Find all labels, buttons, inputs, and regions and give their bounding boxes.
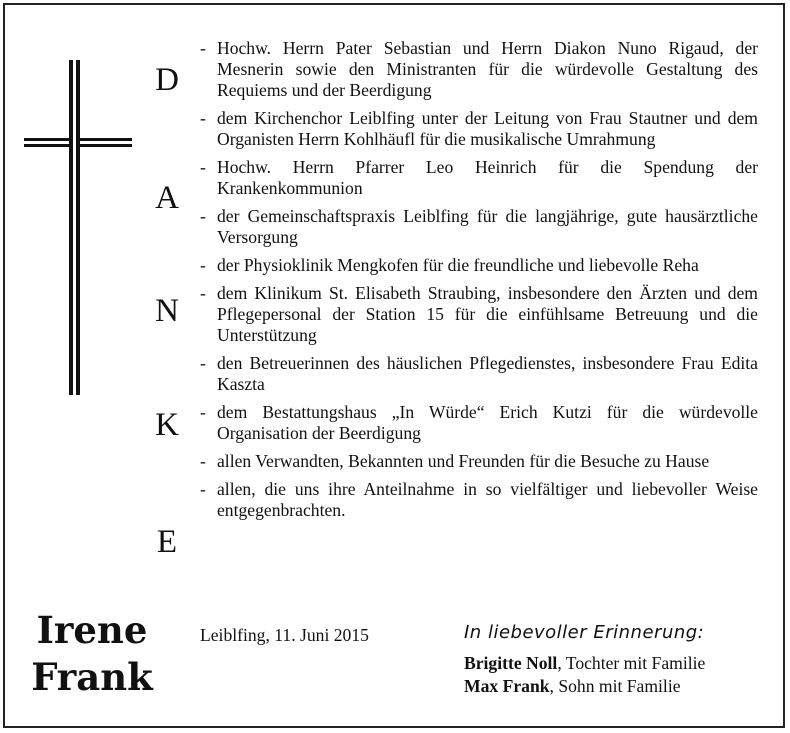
signature-line [464,676,681,697]
signature-relation: , Sohn mit Familie [549,676,681,696]
list-item: - Hochw. Herrn Pater Sebastian und Herrn Diakon Nuno Rigaud, der Mesnerin sowie den Ministranten für die würdevolle Gestaltung des Requiems und der Beerdigung [200,38,758,100]
memory-line: In liebevoller Erinnerung: [464,622,705,643]
bullet-dash-icon: - [200,353,206,373]
bullet-dash-icon: - [200,451,206,471]
bullet-dash-icon: - [200,255,206,275]
list-item: - allen, die uns ihre Anteilnahme in so vielfältiger und liebevoller Weise entgegenbrachten. [200,479,758,520]
deceased-first-name: Irene [36,608,148,652]
signature-line [464,653,705,674]
list-item: - dem Bestattungshaus „In Würde“ Erich Kutzi für die würdevolle Organisation der Beerdigung [200,402,758,443]
bullet-dash-icon: - [200,108,206,128]
bullet-dash-icon: - [200,479,206,499]
list-item: - allen Verwandten, Bekannten und Freunden für die Besuche zu Hause [200,451,710,471]
signature-name: Brigitte Noll [464,653,558,673]
bullet-dash-icon: - [200,157,206,177]
thanks-list [200,38,758,528]
danke-letter-k: K [155,407,179,443]
signature-name: Max Frank [464,676,550,696]
danke-letter-a: A [155,180,179,216]
danke-letter-d: D [155,62,179,98]
list-item: - Hochw. Herrn Pfarrer Leo Heinrich für die Spendung der Krankenkommunion [200,157,758,198]
list-item: - der Physioklinik Mengkofen für die freundliche und liebevolle Reha [200,255,699,275]
list-item: - den Betreuerinnen des häuslichen Pflegedienstes, insbesondere Frau Edita Kaszta [200,353,758,394]
place-date: Leiblfing, 11. Juni 2015 [200,625,369,645]
bullet-dash-icon: - [200,38,206,58]
bullet-dash-icon: - [200,402,206,422]
list-item: - dem Kirchenchor Leiblfing unter der Leitung von Frau Stautner und dem Organisten Herrn Kohlhäufl für die musikalische Umrahmung [200,108,758,149]
signature-relation: , Tochter mit Familie [557,653,706,673]
list-item: - dem Klinikum St. Elisabeth Straubing, insbesondere den Ärzten und dem Pflegepersonal der Station 15 für die einfühlsame Betreuung und die Unterstützung [200,283,758,345]
danke-letter-n: N [155,293,179,329]
bullet-dash-icon: - [200,283,206,303]
danke-letter-e: E [156,524,178,560]
bullet-dash-icon: - [200,206,206,226]
list-item: - der Gemeinschaftspraxis Leiblfing für die langjährige, gute hausärztliche Versorgung [200,206,758,247]
deceased-last-name: Frank [31,655,153,699]
